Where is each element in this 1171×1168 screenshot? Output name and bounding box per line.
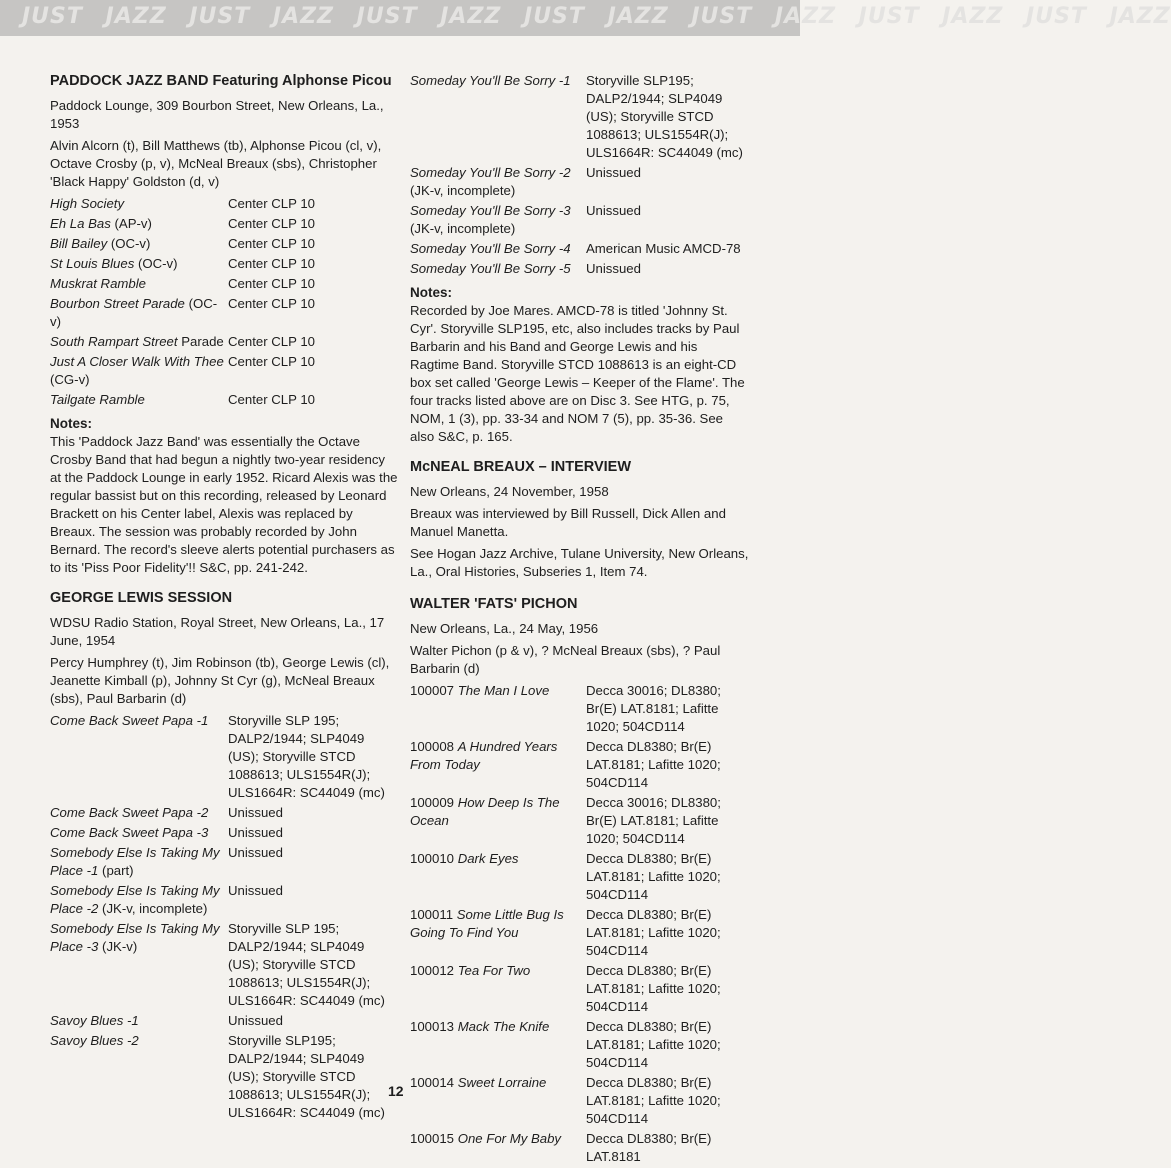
- track-row: [50, 804, 398, 822]
- track-title: High Society: [50, 196, 125, 211]
- track-issue: Unissued: [586, 165, 641, 180]
- track-title-cell: [50, 804, 228, 822]
- track-row: [50, 712, 398, 802]
- track-title-cell: [410, 794, 586, 848]
- track-title: Just A Closer Walk With Thee: [50, 354, 224, 369]
- track-issue: Decca DL8380; Br(E) LAT.8181; Lafitte 1020; 504CD114: [586, 1019, 721, 1070]
- matrix-number: 100008: [410, 739, 455, 754]
- pichon-track-list: [410, 682, 750, 1168]
- track-title: Savoy Blues -2: [50, 1033, 139, 1048]
- track-vocal-note: (JK-v, incomplete): [410, 221, 516, 236]
- track-title-cell: [50, 1032, 228, 1122]
- track-issue: Unissued: [228, 845, 283, 860]
- track-title: Bill Bailey: [50, 236, 108, 251]
- track-row: [410, 738, 750, 792]
- page-number: 12: [388, 1083, 404, 1099]
- track-title: Come Back Sweet Papa -2: [50, 805, 209, 820]
- track-title: South Rampart Street: [50, 334, 178, 349]
- track-title: Tea For Two: [457, 963, 531, 978]
- track-title: Somebody Else Is Taking My Place -1: [50, 845, 220, 878]
- track-issue: Storyville SLP 195; DALP2/1944; SLP4049 (US); Storyville STCD 1088613; ULS1554R(J); ULS1664R: SC44049 (mc): [228, 921, 385, 1008]
- track-vocal-note: (OC-v): [134, 256, 178, 271]
- lewis-personnel: Percy Humphrey (t), Jim Robinson (tb), George Lewis (cl), Jeanette Kimball (p), Johnny St Cyr (g), McNeal Breaux (sbs), Paul Barbarin (d): [50, 655, 390, 706]
- track-row: [410, 202, 750, 238]
- paddock-track-list: [50, 195, 398, 411]
- paddock-heading: PADDOCK JAZZ BAND Featuring Alphonse Picou: [50, 73, 392, 89]
- track-issue: Center CLP 10: [228, 392, 315, 407]
- track-row: [410, 260, 750, 278]
- track-issue: Decca 30016; DL8380; Br(E) LAT.8181; Lafitte 1020; 504CD114: [586, 683, 721, 734]
- lewis-notes: Recorded by Joe Mares. AMCD-78 is titled 'Johnny St. Cyr'. Storyville SLP195, etc, also includes tracks by Paul Barbarin and his Band and George Lewis and his Ragtime Band. Storyville STCD 1088613 is an eight-CD box set called 'George Lewis – Keeper of the Flame'. The four tracks listed above are on Disc 3. See HTG, p. 75, NOM, 1 (3), pp. 33-34 and NOM 7 (5), pp. 35-36. See also S&C, p. 165.: [410, 303, 745, 444]
- pichon-venue: New Orleans, La., 24 May, 1956: [410, 621, 599, 636]
- matrix-number: 100012: [410, 963, 455, 978]
- track-title-cell: [410, 164, 586, 200]
- header-banner: [0, 0, 1171, 36]
- paddock-personnel: Alvin Alcorn (t), Bill Matthews (tb), Alphonse Picou (cl, v), Octave Crosby (p, v), McNeal Breaux (sbs), Christopher 'Black Happy' Goldston (d, v): [50, 138, 382, 189]
- pichon-personnel: Walter Pichon (p & v), ? McNeal Breaux (sbs), ? Paul Barbarin (d): [410, 643, 721, 676]
- track-title: Eh La Bas: [50, 216, 111, 231]
- right-column: [410, 72, 750, 1168]
- track-title-cell: [50, 275, 228, 293]
- track-vocal-note: (JK-v, incomplete): [98, 901, 208, 916]
- track-title-cell: [410, 240, 586, 258]
- interview-reference: See Hogan Jazz Archive, Tulane University, New Orleans, La., Oral Histories, Subseries 1, Item 74.: [410, 546, 749, 579]
- track-title-cell: [410, 906, 586, 960]
- track-title: How Deep Is The Ocean: [410, 795, 560, 828]
- track-title: Muskrat Ramble: [50, 276, 147, 291]
- track-title-cell: [410, 1018, 586, 1072]
- track-title-cell: [50, 235, 228, 253]
- track-row: [50, 353, 398, 389]
- matrix-number: 100007: [410, 683, 455, 698]
- track-row: [50, 824, 398, 842]
- track-issue: Storyville SLP195; DALP2/1944; SLP4049 (US); Storyville STCD 1088613; ULS1554R(J); ULS1664R: SC44049 (mc): [228, 1033, 385, 1120]
- track-title-cell: [50, 215, 228, 233]
- track-row: [410, 906, 750, 960]
- track-title-cell: [50, 255, 228, 273]
- track-row: [50, 844, 398, 880]
- track-issue: American Music AMCD-78: [586, 241, 741, 256]
- track-title: The Man I Love: [457, 683, 550, 698]
- track-issue: Center CLP 10: [228, 236, 315, 251]
- track-row: [50, 1012, 398, 1030]
- track-row: [410, 240, 750, 258]
- track-row: [50, 1032, 398, 1122]
- track-title-cell: [410, 850, 586, 904]
- lewis-venue: WDSU Radio Station, Royal Street, New Orleans, La., 17 June, 1954: [50, 615, 385, 648]
- track-issue: Center CLP 10: [228, 276, 315, 291]
- track-issue: Decca 30016; DL8380; Br(E) LAT.8181; Lafitte 1020; 504CD114: [586, 795, 721, 846]
- track-title: A Hundred Years From Today: [410, 739, 558, 772]
- lewis-notes-title: Notes:: [410, 285, 453, 300]
- paddock-notes: This 'Paddock Jazz Band' was essentially the Octave Crosby Band that had begun a nightly two-year residency at the Paddock Lounge in early 1952. Ricard Alexis was the regular bassist but on this recording, released by Leonard Brackett on his Center label, Alexis was replaced by Breaux. The session was probably recorded by John Bernard. The record's sleeve alerts potential purchasers as to its 'Piss Poor Fidelity'!! S&C, pp. 241-242.: [50, 434, 398, 575]
- track-row: [410, 1074, 750, 1128]
- track-title: Savoy Blues -1: [50, 1013, 139, 1028]
- track-row: [410, 850, 750, 904]
- track-title-cell: [410, 962, 586, 1016]
- track-row: [50, 391, 398, 409]
- track-title: St Louis Blues: [50, 256, 135, 271]
- matrix-number: 100014: [410, 1075, 455, 1090]
- matrix-number: 100015: [410, 1131, 455, 1146]
- track-title: Come Back Sweet Papa -3: [50, 825, 209, 840]
- track-issue: Decca DL8380; Br(E) LAT.8181; Lafitte 1020; 504CD114: [586, 1075, 721, 1126]
- track-issue: Storyville SLP195; DALP2/1944; SLP4049 (US); Storyville STCD 1088613; ULS1554R(J); ULS1664R: SC44049 (mc): [586, 73, 743, 160]
- track-vocal-note: (CG-v): [50, 372, 90, 387]
- track-title-cell: [50, 882, 228, 918]
- track-title: Some Little Bug Is Going To Find You: [410, 907, 564, 940]
- track-title: Dark Eyes: [457, 851, 519, 866]
- matrix-number: 100011: [410, 907, 454, 922]
- track-issue: Unissued: [228, 825, 283, 840]
- track-vocal-note: (OC-v): [50, 296, 218, 329]
- track-issue: Unissued: [586, 261, 641, 276]
- track-issue: Unissued: [228, 805, 283, 820]
- track-title: Come Back Sweet Papa -1: [50, 713, 209, 728]
- track-title: Someday You'll Be Sorry -4: [410, 241, 571, 256]
- track-row: [50, 255, 398, 273]
- track-title: Someday You'll Be Sorry -3: [410, 203, 571, 218]
- track-title: Tailgate Ramble: [50, 392, 145, 407]
- track-row: [50, 275, 398, 293]
- track-vocal-note: (OC-v): [107, 236, 151, 251]
- paddock-venue: Paddock Lounge, 309 Bourbon Street, New Orleans, La., 1953: [50, 98, 384, 131]
- track-issue: Center CLP 10: [228, 216, 315, 231]
- track-vocal-note: (part): [98, 863, 134, 878]
- track-title: Mack The Knife: [457, 1019, 550, 1034]
- track-title-cell: [410, 738, 586, 792]
- track-title-cell: [410, 1130, 586, 1166]
- track-title: Bourbon Street Parade: [50, 296, 185, 311]
- track-title-cell: [50, 295, 228, 331]
- track-title: One For My Baby: [457, 1131, 562, 1146]
- interview-text: Breaux was interviewed by Bill Russell, Dick Allen and Manuel Manetta.: [410, 506, 726, 539]
- track-issue: Decca DL8380; Br(E) LAT.8181: [586, 1131, 712, 1164]
- track-issue: Center CLP 10: [228, 296, 315, 311]
- track-issue: Decca DL8380; Br(E) LAT.8181; Lafitte 1020; 504CD114: [586, 851, 721, 902]
- pichon-heading: WALTER 'FATS' PICHON: [410, 596, 578, 612]
- track-row: [410, 682, 750, 736]
- track-row: [410, 72, 750, 162]
- track-row: [50, 215, 398, 233]
- track-row: [50, 333, 398, 351]
- track-vocal-note: Parade: [177, 334, 224, 349]
- track-title-cell: [410, 202, 586, 238]
- track-issue: Unissued: [228, 1013, 283, 1028]
- track-row: [50, 235, 398, 253]
- track-issue: Decca DL8380; Br(E) LAT.8181; Lafitte 1020; 504CD114: [586, 963, 721, 1014]
- track-title-cell: [50, 195, 228, 213]
- track-issue: Decca DL8380; Br(E) LAT.8181; Lafitte 1020; 504CD114: [586, 739, 721, 790]
- track-row: [410, 1130, 750, 1166]
- matrix-number: 100010: [410, 851, 455, 866]
- track-title: Someday You'll Be Sorry -2: [410, 165, 571, 180]
- track-title-cell: [50, 712, 228, 802]
- track-title: Sweet Lorraine: [457, 1075, 547, 1090]
- track-vocal-note: (JK-v): [98, 939, 138, 954]
- track-issue: Unissued: [228, 883, 283, 898]
- lewis-continued-track-list: [410, 72, 750, 280]
- track-title-cell: [410, 72, 586, 162]
- lewis-track-list: [50, 712, 398, 1124]
- track-issue: Decca DL8380; Br(E) LAT.8181; Lafitte 1020; 504CD114: [586, 907, 721, 958]
- interview-heading: McNEAL BREAUX – INTERVIEW: [410, 459, 632, 475]
- track-title-cell: [50, 844, 228, 880]
- track-title: Somebody Else Is Taking My Place -2: [50, 883, 220, 916]
- track-title-cell: [410, 1074, 586, 1128]
- lewis-heading: GEORGE LEWIS SESSION: [50, 590, 233, 606]
- interview-venue: New Orleans, 24 November, 1958: [410, 484, 609, 499]
- track-issue: Unissued: [586, 203, 641, 218]
- track-issue: Storyville SLP 195; DALP2/1944; SLP4049 (US); Storyville STCD 1088613; ULS1554R(J); ULS1664R: SC44049 (mc): [228, 713, 385, 800]
- track-row: [410, 164, 750, 200]
- track-vocal-note: (AP-v): [110, 216, 152, 231]
- track-title-cell: [50, 391, 228, 409]
- paddock-notes-title: Notes:: [50, 416, 93, 431]
- track-row: [410, 794, 750, 848]
- track-title-cell: [410, 682, 586, 736]
- track-title-cell: [50, 333, 228, 351]
- track-issue: Center CLP 10: [228, 256, 315, 271]
- track-row: [410, 962, 750, 1016]
- left-column: [50, 72, 398, 1124]
- track-title-cell: [50, 920, 228, 1010]
- track-row: [50, 882, 398, 918]
- track-title-cell: [50, 1012, 228, 1030]
- track-title-cell: [410, 260, 586, 278]
- matrix-number: 100009: [410, 795, 455, 810]
- track-title-cell: [50, 824, 228, 842]
- banner-text: JUST JAZZ JUST JAZZ JUST JAZZ JUST JAZZ JUST JAZZ JUST JAZZ JUST JAZZ: [22, 4, 1171, 29]
- track-title: Someday You'll Be Sorry -1: [410, 73, 571, 88]
- track-title: Somebody Else Is Taking My Place -3: [50, 921, 220, 954]
- track-title: Someday You'll Be Sorry -5: [410, 261, 571, 276]
- track-issue: Center CLP 10: [228, 334, 315, 349]
- track-issue: Center CLP 10: [228, 354, 315, 369]
- matrix-number: 100013: [410, 1019, 455, 1034]
- track-row: [50, 295, 398, 331]
- track-row: [410, 1018, 750, 1072]
- track-title-cell: [50, 353, 228, 389]
- track-issue: Center CLP 10: [228, 196, 315, 211]
- track-vocal-note: (JK-v, incomplete): [410, 183, 516, 198]
- track-row: [50, 195, 398, 213]
- track-row: [50, 920, 398, 1010]
